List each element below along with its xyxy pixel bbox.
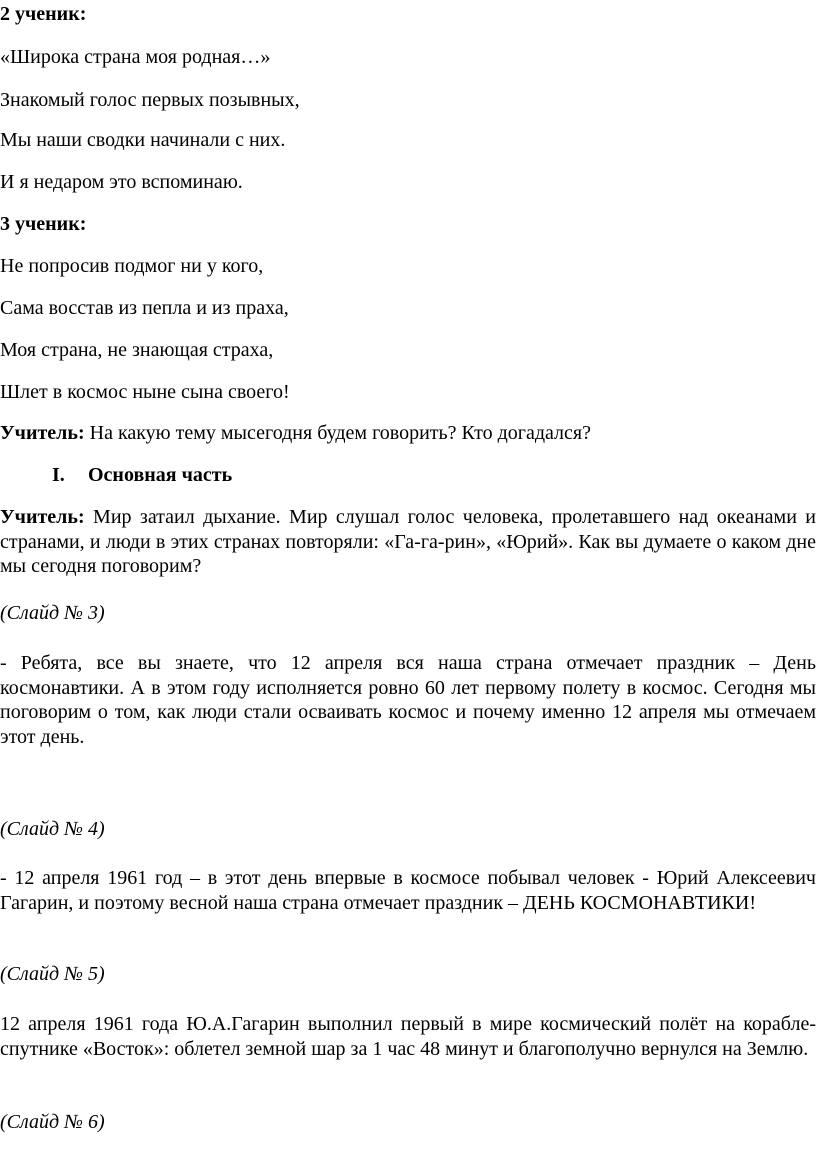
poem-line: И я недаром это вспоминаю. xyxy=(0,171,243,193)
section-number: I. xyxy=(52,464,65,486)
speaker-label xyxy=(0,212,816,237)
paragraph: - 12 апреля 1961 год – в этот день впервые в космосе побывал человек - Юрий Алексеевич Гагарин, и поэтому весной наша страна отмечает праздник – ДЕНЬ КОСМОНАВТИКИ! xyxy=(0,867,816,914)
slide-label: (Слайд № 5) xyxy=(0,963,105,985)
speaker-3: 3 ученик: xyxy=(0,213,87,235)
speaker-2: 2 ученик: xyxy=(0,3,87,25)
slide-label: (Слайд № 3) xyxy=(0,602,105,624)
poem-line: Знакомый голос первых позывных, xyxy=(0,89,300,111)
teacher-label: Учитель: xyxy=(0,422,85,444)
poem-line: «Широка страна моя родная…» xyxy=(0,46,271,68)
teacher-paragraph xyxy=(0,505,816,579)
poem-line: Шлет в космос ныне сына своего! xyxy=(0,381,290,403)
teacher-label: Учитель: xyxy=(0,506,85,528)
paragraph: 12 апреля 1961 года Ю.А.Гагарин выполнил первый в мире космический полёт на корабле-спутнике «Восток»: облетел земной шар за 1 час 48 минут и благополучно вернулся на Землю. xyxy=(0,1013,816,1060)
poem-line: Моя страна, не знающая страха, xyxy=(0,339,274,361)
section-title: Основная часть xyxy=(88,464,233,486)
slide-label: (Слайд № 4) xyxy=(0,818,105,840)
paragraph: - Ребята, все вы знаете, что 12 апреля вся наша страна отмечает праздник – День космонавтики. А в этом году исполняется ровно 60 лет первому полету в космос. Сегодня мы поговорим о том, как люди стали осваивать космос и почему именно 12 апреля мы отмечаем этот день. xyxy=(0,652,816,748)
poem-line: Не попросив подмог ни у кого, xyxy=(0,255,264,277)
speaker-label xyxy=(0,2,816,27)
poem-line: Сама восстав из пепла и из праха, xyxy=(0,297,289,319)
poem-line: Мы наши сводки начинали с них. xyxy=(0,129,286,151)
slide-label: (Слайд № 6) xyxy=(0,1111,105,1133)
teacher-question xyxy=(0,421,816,446)
teacher-text: Мир затаил дыхание. Мир слушал голос человека, пролетавшего над океанами и странами, и люди в этих странах повторяли: «Га-га-рин», «Юрий». Как вы думаете о каком дне мы сегодня поговорим? xyxy=(0,506,816,577)
teacher-text: На какую тему мысегодня будем говорить? Кто догадался? xyxy=(84,422,591,444)
